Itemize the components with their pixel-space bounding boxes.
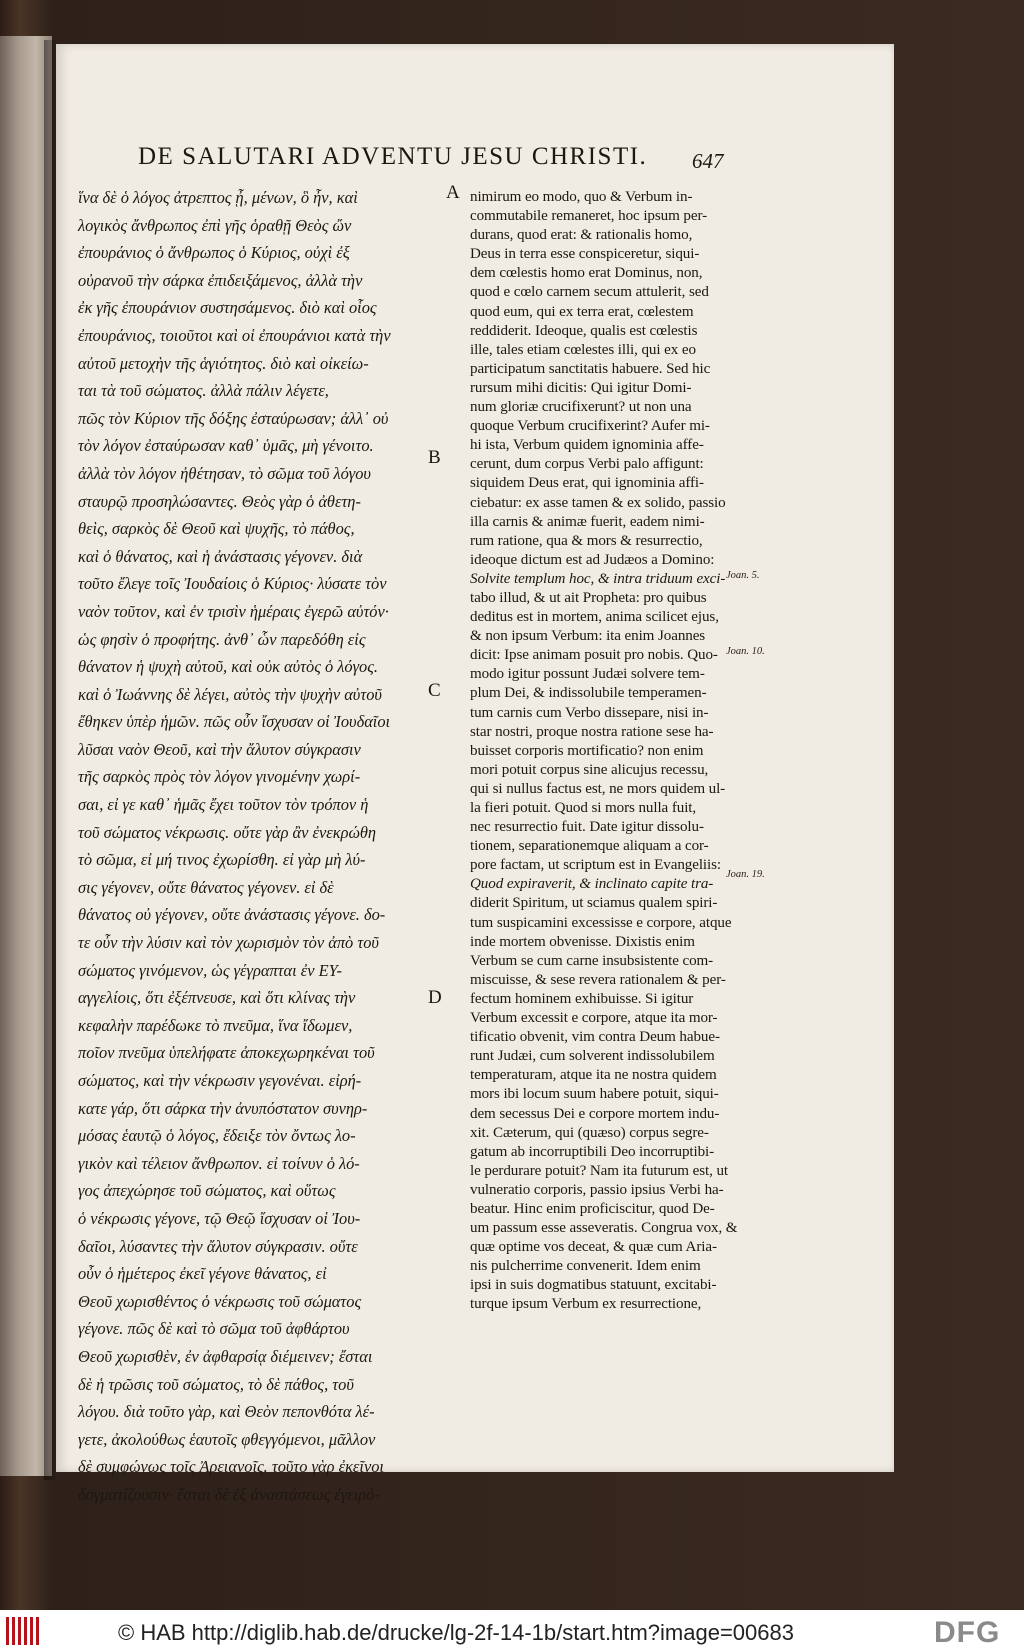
latin-line: quod eum, qui ex terra erat, cœlestem [470, 303, 694, 320]
section-marker-a: A [446, 182, 460, 203]
greek-line: ται τὰ τοῦ σώματος. ἀλλὰ πάλιν λέγετε, [78, 381, 329, 401]
latin-line: plum Dei, & indissolubile temperamen- [470, 685, 707, 702]
latin-line: rum ratione, qua & mors & resurrectio, [470, 532, 703, 549]
latin-line: Verbum excessit e corpore, atque ita mor- [470, 1010, 718, 1027]
greek-line: οὖν ὁ ἡμέτερος ἐκεῖ γέγονε θάνατος, εἰ [78, 1264, 327, 1284]
greek-line: αγγελίοις, ὅτι ἐξέπνευσε, καὶ ὅτι κλίνας τὴν [78, 988, 356, 1008]
latin-line: participatum sanctitatis habuere. Sed hic [470, 360, 711, 377]
latin-line: ideoque dictum est ad Judæos a Domino: [470, 551, 715, 568]
latin-line: qui si nullus factus est, ne mors quidem ul- [470, 780, 726, 797]
greek-line: καὶ ὁ Ἰωάννης δὲ λέγει, αὐτὸς τὴν ψυχὴν αὐτοῦ [78, 684, 382, 704]
greek-line: ποῖον πνεῦμα ὑπελήφατε ἀποκεχωρηκέναι τοῦ [78, 1043, 375, 1063]
latin-line: fectum hominem exhibuisse. Si igitur [470, 990, 694, 1007]
latin-line: Deus in terra esse conspiceretur, siqui- [470, 246, 700, 263]
greek-line: ὡς φησὶν ὁ προφήτης. ἀνθ᾽ ὧν παρεδόθη εἰς [78, 629, 366, 649]
latin-line: xit. Cæterum, qui (quæso) corpus segre- [470, 1124, 709, 1141]
greek-line: λόγου. διὰ τοῦτο γὰρ, καὶ Θεὸν πεπονθότα λέ- [78, 1402, 375, 1422]
greek-line: λῦσαι ναὸν Θεοῦ, καὶ τὴν ἄλυτον σύγκρασιν [78, 739, 361, 759]
section-marker-d: D [428, 987, 442, 1008]
greek-line: Θεοῦ χωρισθὲν, ἐν ἀφθαρσίᾳ διέμεινεν; ἔσται [78, 1346, 373, 1366]
source-link[interactable]: © HAB http://diglib.hab.de/drucke/lg-2f-14-1b/start.htm?image=00683 [118, 1620, 794, 1645]
greek-line: ἔθηκεν ὑπὲρ ἡμῶν. πῶς οὖν ἴσχυσαν οἱ Ἰουδαῖοι [78, 712, 391, 732]
latin-line: le perdurare potuit? Nam ita futurum est, ut [470, 1162, 728, 1179]
greek-line: τοῦτο ἔλεγε τοῖς Ἰουδαίοις ὁ Κύριος· λύσατε τὸν [78, 574, 387, 594]
latin-line: ipsi in suis dogmatibus statuunt, excitabi- [470, 1277, 717, 1294]
latin-line: ille, tales etiam cœlestes illi, qui ex eo [470, 341, 696, 358]
latin-line: tificatio obvenit, vim contra Deum habue- [470, 1029, 720, 1046]
latin-line: Quod expiraverit, & inclinato capite tra- [470, 876, 714, 893]
latin-line: nec resurrectio fuit. Date igitur dissolu- [470, 819, 704, 836]
latin-line: la fieri potuit. Quod si mors nulla fuit, [470, 800, 697, 816]
latin-line: mori potuit corpus sine alicujus recessu, [470, 761, 709, 778]
section-marker-b: B [428, 447, 441, 468]
greek-line: τε οὖν τὴν λύσιν καὶ τὸν χωρισμὸν τὸν ἀπὸ τοῦ [78, 933, 379, 953]
greek-line: κατε γάρ, ὅτι σάρκα τὴν ἀνυπόστατον συνηρ- [78, 1098, 368, 1118]
latin-line: illa carnis & animæ fuerit, eadem nimi- [470, 513, 705, 530]
greek-line: τὸ σῶμα, εἰ μή τινος ἐχωρίσθη. εἰ γὰρ μὴ λύ- [78, 850, 366, 870]
greek-line: κεφαλὴν παρέδωκε τὸ πνεῦμα, ἵνα ἴδωμεν, [78, 1015, 353, 1035]
latin-line: mors ibi locum suum habere potuit, siqui- [470, 1086, 719, 1103]
greek-line: σταυρῷ προσηλώσαντες. Θεὸς γὰρ ὁ ἀθετη- [78, 491, 361, 511]
greek-line: σις γέγονεν, οὔτε θάνατος γέγονεν. εἰ δὲ [78, 877, 334, 897]
latin-line: Verbum se cum carne insubsistente com- [470, 952, 714, 969]
latin-line: star nostri, proque nostra ratione sese ha- [470, 723, 714, 740]
latin-line: gatum ab incorruptibili Deo incorruptibi- [470, 1143, 715, 1160]
latin-line: tum suspicamini excessisse e corpore, atque [470, 914, 732, 931]
greek-line: σώματος γινόμενον, ὡς γέγραπται ἐν ΕΥ- [78, 960, 342, 980]
latin-line: cerunt, dum corpus Verbi palo affigunt: [470, 456, 704, 473]
greek-line: τοῦ σώματος νέκρωσις. οὔτε γὰρ ἂν ἐνεκρώθη [78, 822, 377, 842]
greek-line: αὐτοῦ μετοχὴν τῆς ἁγιότητος. διὸ καὶ οἰκείω- [78, 353, 369, 373]
greek-line: θάνατον ἡ ψυχὴ αὐτοῦ, καὶ οὐκ αὐτὸς ὁ λόγος. [78, 657, 378, 677]
latin-line: turque ipsum Verbum ex resurrectione, [470, 1296, 702, 1313]
greek-line: καὶ ὁ θάνατος, καὶ ἡ ἀνάστασις γέγονεν. διὰ [78, 546, 363, 566]
dfg-logo: DFG [934, 1616, 1001, 1649]
latin-line: modo igitur possunt Judæi solvere tem- [470, 666, 705, 683]
greek-line: δὲ ἡ τρῶσις τοῦ σώματος, τὸ δὲ πάθος, τοῦ [78, 1374, 354, 1394]
greek-line: ἐκ γῆς ἐπουράνιον συστησάμενος. διὸ καὶ οἷος [78, 298, 377, 318]
latin-line: & non ipsum Verbum: ita enim Joannes [470, 628, 706, 645]
latin-line: ciebatur: ex asse tamen & ex solido, passio [470, 494, 726, 511]
greek-line: λογικὸς ἄνθρωπος ἐπὶ γῆς ὁραθῇ Θεὸς ὤν [78, 215, 352, 235]
greek-line: οὐρανοῦ τὴν σάρκα ἐπιδειξάμενος, ἀλλὰ τὴν [78, 270, 363, 290]
greek-line: ἵνα δὲ ὁ λόγος ἀτρεπτος ᾖ, μένων, ὃ ἦν, καὶ [78, 188, 358, 207]
latin-line: dem cœlestis homo erat Dominus, non, [470, 265, 703, 282]
latin-line: siquidem Deus erat, qui ignominia affi- [470, 475, 704, 492]
latin-text-column [470, 188, 738, 1318]
hab-logo-icon [4, 1617, 42, 1645]
greek-line: γετε, ἀκολούθως ἑαυτοῖς φθεγγόμενοι, μᾶλλον [78, 1429, 376, 1449]
section-marker-c: C [428, 680, 441, 701]
latin-line: tionem, separationemque aliquam a cor- [470, 838, 709, 855]
greek-line: ναὸν τοῦτον, καὶ ἐν τρισὶν ἡμέραις ἐγερῶ αὐτόν· [78, 601, 389, 621]
greek-line: γος ἀπεχώρησε τοῦ σώματος, καὶ οὕτως [78, 1181, 336, 1201]
latin-line: nis pulcherrime convenerit. Idem enim [470, 1258, 701, 1275]
greek-line: πῶς τὸν Κύριον τῆς δόξης ἐσταύρωσαν; ἀλλ᾽ οὐ [78, 408, 389, 428]
greek-line: τὸν λόγον ἐσταύρωσαν καθ᾽ ὑμᾶς, μὴ γένοιτο. [78, 436, 374, 456]
margin-note-john-10: Joan. 10. [726, 646, 765, 657]
greek-line: θάνατος οὐ γέγονεν, οὔτε ἀνάστασις γέγονε. δο- [78, 905, 386, 925]
latin-line: num gloriæ crucifixerunt? ut non una [470, 399, 692, 416]
latin-line: pore factam, ut scriptum est in Evangeliis: [470, 857, 721, 874]
latin-line: beatur. Hinc enim proficiscitur, quod De- [470, 1200, 715, 1217]
latin-line: vulneratio corporis, passio ipsius Verbi ha- [470, 1181, 724, 1198]
latin-line: tum carnis cum Verbo dissepare, nisi in- [470, 704, 709, 721]
greek-line: σώματος, καὶ τὴν νέκρωσιν γεγονέναι. εἰρή- [78, 1071, 362, 1090]
greek-line: θεὶς, σαρκὸς δὲ Θεοῦ καὶ ψυχῆς, τὸ πάθος, [78, 519, 355, 539]
latin-line: nimirum eo modo, quo & Verbum in- [470, 189, 693, 205]
latin-line: dem secessus Dei e corpore mortem indu- [470, 1105, 720, 1122]
greek-line: δογματίζουσιν· ἔσται δὲ ἐξ ἀναστάσεως ἐγειρό- [78, 1484, 380, 1504]
greek-line: ἐπουράνιος ὁ ἄνθρωπος ὁ Κύριος, οὐχὶ ἐξ [78, 243, 350, 263]
latin-line: reddiderit. Ideoque, qualis est cœlestis [470, 322, 698, 339]
latin-line: tabo illud, & ut ait Propheta: pro quibus [470, 589, 707, 606]
running-title: DE SALUTARI ADVENTU JESU CHRISTI. [138, 143, 648, 170]
latin-line: dicit: Ipse animam posuit pro nobis. Quo- [470, 647, 718, 664]
greek-line: δὲ συμφώνως τοῖς Ἀρειανοῖς. τοῦτο γὰρ ἐκεῖνοι [78, 1457, 384, 1477]
latin-line: durans, quod erat: & rationalis homo, [470, 227, 693, 244]
greek-line: σαι, εἰ γε καθ᾽ ἡμᾶς ἔχει τοῦτον τὸν τρόπον ἡ [78, 795, 369, 815]
latin-line: temperaturam, atque ita ne nostra quidem [470, 1067, 717, 1084]
latin-line: quod e cœlo carnem secum attulerit, sed [470, 284, 709, 301]
greek-line: δαῖοι, λύσαντες τὴν ἄλυτον σύγκρασιν. οὔτε [78, 1236, 358, 1256]
greek-line: τῆς σαρκὸς πρὸς τὸν λόγον γινομένην χωρί- [78, 767, 361, 787]
latin-line: miscuisse, & sese revera rationalem & per- [470, 971, 726, 988]
greek-line: ὁ νέκρωσις γέγονε, τῷ Θεῷ ἴσχυσαν οἱ Ἰου- [78, 1208, 361, 1228]
margin-note-john-5: Joan. 5. [726, 570, 760, 581]
margin-note-john-19: Joan. 19. [726, 869, 765, 880]
page-number: 647 [692, 149, 724, 173]
latin-line: commutabile remaneret, hoc ipsum per- [470, 208, 707, 225]
latin-line: diderit Spiritum, ut sciamus qualem spiri- [470, 895, 718, 912]
latin-line: buisset corporis mortificatio? non enim [470, 742, 704, 759]
greek-line: γικὸν καὶ τέλειον ἄνθρωπον. εἰ τοίνυν ὁ λό- [78, 1153, 360, 1173]
latin-line: inde mortem obvenisse. Dixistis enim [470, 933, 695, 950]
latin-line: rursum mihi dicitis: Qui igitur Domi- [470, 379, 692, 396]
latin-line: Solvite templum hoc, & intra triduum exci- [470, 570, 726, 587]
greek-line: γέγονε. πῶς δὲ καὶ τὸ σῶμα τοῦ ἀφθάρτου [78, 1319, 350, 1339]
latin-line: um passum esse asseveratis. Congrua vox, & [470, 1220, 738, 1237]
latin-line: quoque Verbum crucifixerint? Aufer mi- [470, 418, 710, 435]
greek-line: μόσας ἑαυτῷ ὁ λόγος, ἔδειξε τὸν ὄντως λο- [78, 1126, 356, 1146]
latin-line: runt Judæi, cum solverent indissolubilem [470, 1048, 715, 1065]
greek-line: ἐπουράνιος, τοιοῦτοι καὶ οἱ ἐπουράνιοι κατὰ τὴν [78, 325, 391, 345]
latin-line: hi ista, Verbum quidem ignominia affe- [470, 437, 704, 454]
greek-text-column [78, 184, 432, 1504]
greek-line: ἀλλὰ τὸν λόγον ἠθέτησαν, τὸ σῶμα τοῦ λόγου [78, 463, 371, 483]
latin-line: quæ optime vos deceat, & quæ cum Aria- [470, 1239, 717, 1256]
greek-line: Θεοῦ χωρισθέντος ὁ νέκρωσις τοῦ σώματος [78, 1291, 362, 1311]
latin-line: deditus est in mortem, anima scilicet ejus, [470, 609, 719, 626]
